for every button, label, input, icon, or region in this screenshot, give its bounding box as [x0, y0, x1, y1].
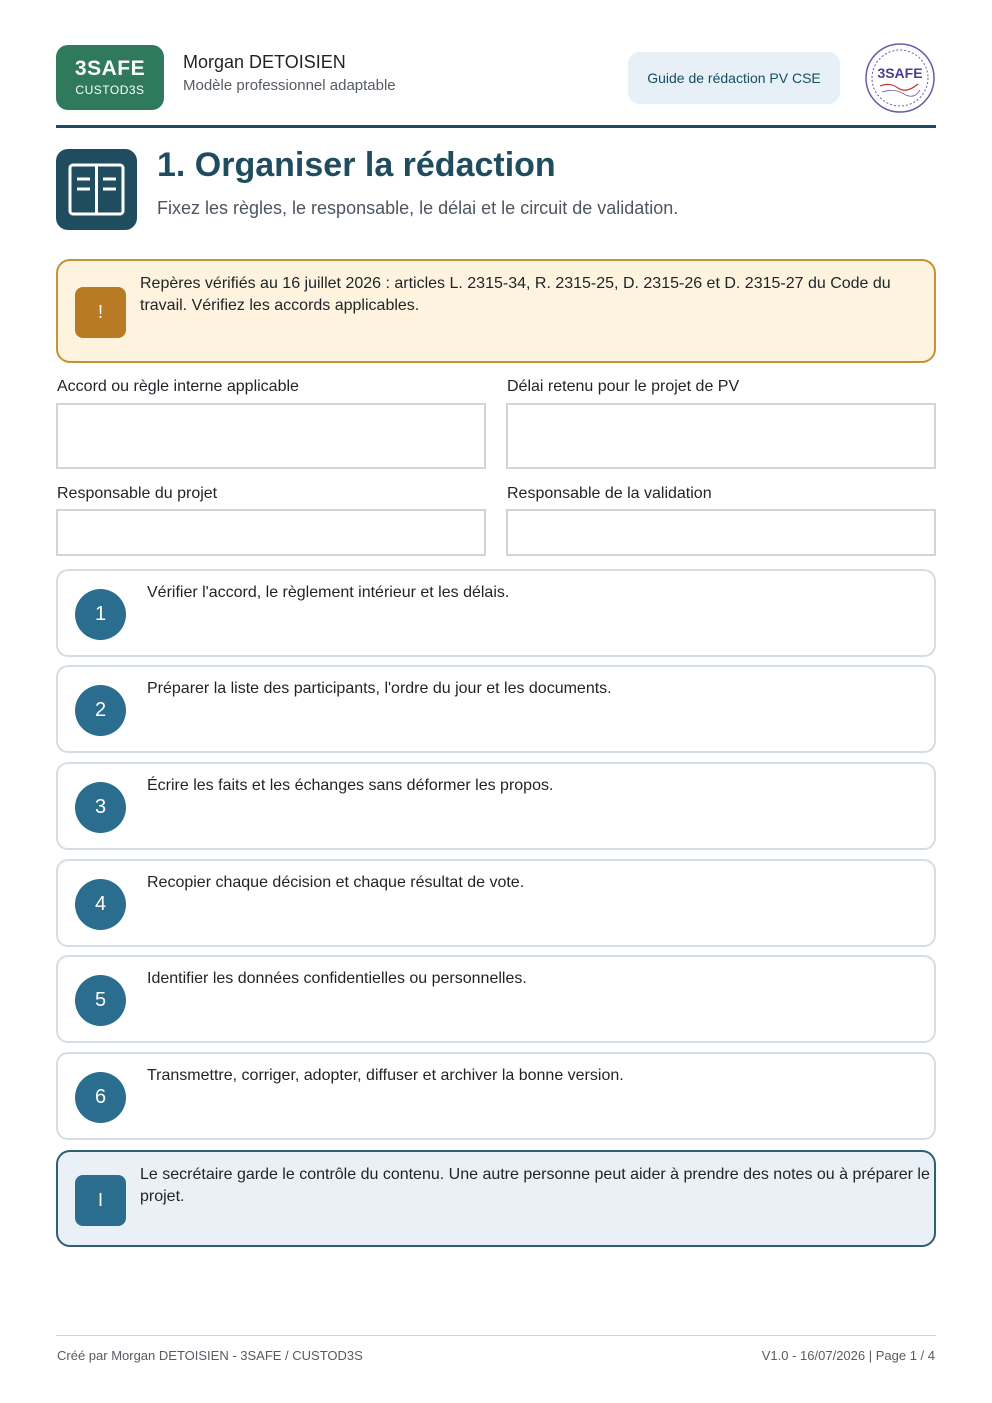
- step-text: Préparer la liste des participants, l'ordre du jour et les documents.: [147, 680, 612, 697]
- step-number-badge: 2: [75, 685, 126, 736]
- step-number-badge: 1: [75, 589, 126, 640]
- responsable-validation-field[interactable]: [506, 509, 936, 556]
- step-item: [56, 665, 936, 753]
- field-label-accord: Accord ou règle interne applicable: [57, 378, 299, 395]
- step-item: [56, 569, 936, 657]
- info-icon: I: [75, 1175, 126, 1226]
- accord-field[interactable]: [56, 403, 486, 469]
- logo-sub-text: CUSTOD3S: [75, 83, 145, 97]
- stamp-text: 3SAFE: [877, 65, 923, 81]
- header-divider: [56, 125, 936, 128]
- footer-page-info: V1.0 - 16/07/2026 | Page 1 / 4: [761, 1348, 935, 1363]
- step-item: [56, 859, 936, 947]
- guide-label-badge: Guide de rédaction PV CSE: [628, 52, 840, 104]
- field-label-responsable-validation: Responsable de la validation: [507, 485, 712, 502]
- step-text: Identifier les données confidentielles ou personnelles.: [147, 970, 527, 987]
- footer-credit: Créé par Morgan DETOISIEN - 3SAFE / CUSTOD3S: [57, 1348, 363, 1363]
- field-label-responsable-projet: Responsable du projet: [57, 485, 218, 502]
- warning-icon: !: [75, 287, 126, 338]
- step-text: Écrire les faits et les échanges sans déformer les propos.: [147, 777, 554, 794]
- page-title: 1. Organiser la rédaction: [157, 146, 556, 184]
- info-callout: [56, 1150, 936, 1247]
- warning-text: Repères vérifiés au 16 juillet 2026 : articles L. 2315-34, R. 2315-25, D. 2315-26 et D. 2315-27 du Code du travail. Vérifiez les accords applicables.: [140, 275, 891, 314]
- brand-logo: [56, 45, 164, 110]
- author-name: Morgan DETOISIEN: [183, 52, 346, 72]
- step-text: Transmettre, corriger, adopter, diffuser et archiver la bonne version.: [147, 1067, 624, 1084]
- step-number-badge: 4: [75, 879, 126, 930]
- step-item: [56, 955, 936, 1043]
- logo-main-text: 3SAFE: [74, 57, 146, 80]
- responsable-projet-field[interactable]: [56, 509, 486, 556]
- step-number-badge: 6: [75, 1072, 126, 1123]
- footer-divider: [56, 1335, 936, 1336]
- delai-field[interactable]: [506, 403, 936, 469]
- step-number-badge: 3: [75, 782, 126, 833]
- step-text: Vérifier l'accord, le règlement intérieur et les délais.: [147, 584, 510, 601]
- step-number-badge: 5: [75, 975, 126, 1026]
- stamp-seal-icon: [864, 42, 936, 114]
- step-item: [56, 1052, 936, 1140]
- step-item: [56, 762, 936, 850]
- author-subtitle: Modèle professionnel adaptable: [183, 77, 396, 94]
- field-label-delai: Délai retenu pour le projet de PV: [507, 378, 740, 395]
- step-text: Recopier chaque décision et chaque résultat de vote.: [147, 874, 525, 891]
- info-text: Le secrétaire garde le contrôle du contenu. Une autre personne peut aider à prendre des notes ou à préparer le projet.: [140, 1166, 930, 1205]
- author-block: [183, 52, 396, 94]
- book-icon: [56, 149, 137, 230]
- page-subtitle: Fixez les règles, le responsable, le délai et le circuit de validation.: [157, 198, 679, 218]
- warning-callout: [56, 259, 936, 363]
